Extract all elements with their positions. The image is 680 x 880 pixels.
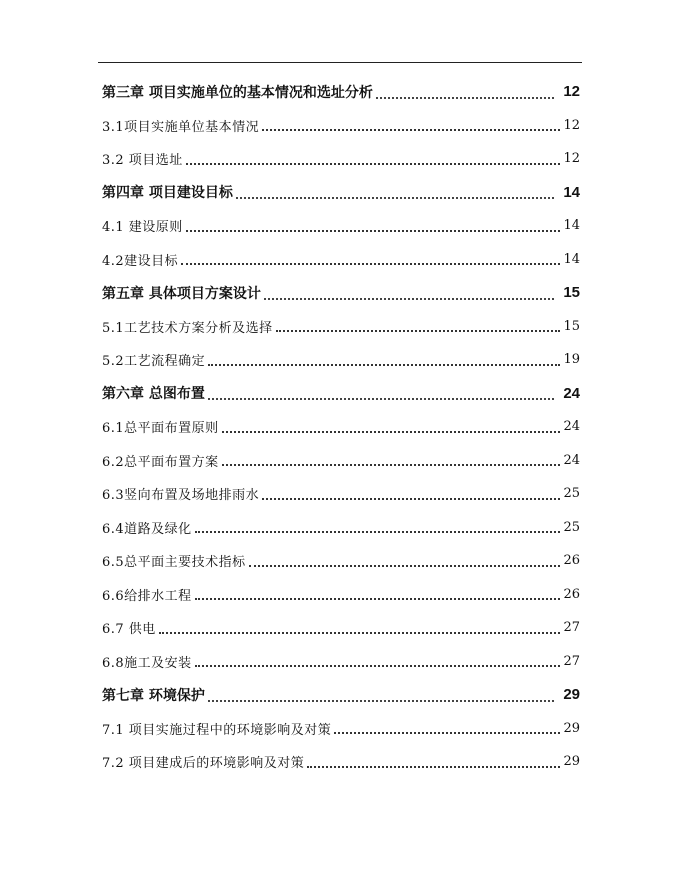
toc-entry-page: 27 — [563, 653, 580, 669]
toc-entry-label: 第七章 环境保护 — [102, 687, 205, 704]
toc-leader-dots — [159, 611, 561, 645]
toc-entry-label: 6.2总平面布置方案 — [102, 454, 219, 470]
toc-entry-page: 29 — [563, 686, 580, 704]
toc-entry-label: 6.6给排水工程 — [102, 588, 192, 604]
toc-entry-7-2[interactable] — [102, 745, 580, 779]
toc-entry-label: 第六章 总图布置 — [102, 386, 205, 403]
toc-leader-dots — [181, 243, 560, 277]
toc-entry-page: 24 — [563, 384, 580, 402]
toc-entry-label: 第三章 项目实施单位的基本情况和选址分析 — [102, 84, 373, 101]
toc-leader-dots — [186, 209, 561, 243]
toc-leader-dots — [186, 142, 561, 176]
toc-entry-page: 26 — [563, 553, 580, 569]
toc-entry-page: 29 — [563, 720, 580, 736]
toc-entry-chapter-6[interactable] — [102, 377, 580, 411]
toc-entry-label: 7.2 项目建成后的环境影响及对策 — [102, 756, 305, 772]
toc-entry-page: 25 — [563, 519, 580, 535]
toc-leader-dots — [208, 377, 554, 411]
toc-entry-6-3[interactable] — [102, 477, 580, 511]
toc-entry-label: 4.1 建设原则 — [102, 220, 183, 236]
toc-leader-dots — [208, 678, 554, 712]
toc-entry-label: 6.3竖向布置及场地排雨水 — [102, 488, 260, 504]
toc-leader-dots — [264, 276, 554, 310]
toc-entry-7-1[interactable] — [102, 712, 580, 746]
toc-entry-6-8[interactable] — [102, 645, 580, 679]
toc-entry-6-7[interactable] — [102, 611, 580, 645]
toc-leader-dots — [276, 310, 561, 344]
toc-entry-page: 14 — [563, 183, 580, 201]
toc-entry-label: 3.1项目实施单位基本情况 — [102, 119, 260, 135]
toc-entry-label: 3.2 项目选址 — [102, 153, 183, 169]
toc-entry-page: 14 — [563, 218, 580, 234]
toc-entry-6-1[interactable] — [102, 410, 580, 444]
toc-leader-dots — [262, 109, 560, 143]
toc-entry-label: 6.5总平面主要技术指标 — [102, 555, 246, 571]
toc-leader-dots — [222, 410, 561, 444]
toc-entry-page: 26 — [563, 586, 580, 602]
toc-entry-page: 29 — [563, 754, 580, 770]
toc-entry-5-2[interactable] — [102, 343, 580, 377]
toc-leader-dots — [222, 444, 561, 478]
toc-entry-5-1[interactable] — [102, 310, 580, 344]
toc-leader-dots — [307, 745, 560, 779]
table-of-contents — [102, 75, 580, 779]
toc-entry-chapter-5[interactable] — [102, 276, 580, 310]
toc-entry-page: 24 — [563, 419, 580, 435]
toc-entry-label: 5.1工艺技术方案分析及选择 — [102, 320, 273, 336]
toc-leader-dots — [249, 544, 561, 578]
toc-entry-3-2[interactable] — [102, 142, 580, 176]
toc-entry-label: 6.8施工及安装 — [102, 655, 192, 671]
toc-entry-page: 24 — [563, 452, 580, 468]
toc-entry-page: 12 — [563, 151, 580, 167]
toc-leader-dots — [334, 712, 560, 746]
toc-entry-label: 5.2工艺流程确定 — [102, 354, 206, 370]
toc-entry-label: 6.1总平面布置原则 — [102, 421, 219, 437]
toc-leader-dots — [195, 578, 561, 612]
toc-entry-4-2[interactable] — [102, 243, 580, 277]
toc-entry-chapter-4[interactable] — [102, 176, 580, 210]
toc-leader-dots — [195, 511, 561, 545]
toc-entry-label: 4.2建设目标 — [102, 253, 179, 269]
toc-leader-dots — [208, 343, 560, 377]
toc-entry-label: 6.4道路及绿化 — [102, 521, 192, 537]
toc-entry-6-6[interactable] — [102, 578, 580, 612]
toc-entry-6-4[interactable] — [102, 511, 580, 545]
toc-leader-dots — [195, 645, 561, 679]
toc-leader-dots — [236, 176, 554, 210]
header-rule — [98, 62, 582, 63]
toc-entry-6-5[interactable] — [102, 544, 580, 578]
toc-leader-dots — [262, 477, 560, 511]
toc-entry-label: 第四章 项目建设目标 — [102, 185, 233, 202]
toc-entry-page: 27 — [563, 620, 580, 636]
toc-entry-page: 19 — [563, 352, 580, 368]
toc-entry-label: 第五章 具体项目方案设计 — [102, 285, 261, 302]
toc-entry-page: 15 — [563, 284, 580, 302]
toc-entry-page: 12 — [563, 117, 580, 133]
toc-entry-label: 6.7 供电 — [102, 622, 156, 638]
toc-entry-page: 15 — [563, 318, 580, 334]
toc-entry-chapter-7[interactable] — [102, 678, 580, 712]
toc-entry-chapter-3[interactable] — [102, 75, 580, 109]
toc-entry-page: 14 — [563, 251, 580, 267]
toc-entry-6-2[interactable] — [102, 444, 580, 478]
toc-entry-4-1[interactable] — [102, 209, 580, 243]
toc-entry-page: 25 — [563, 486, 580, 502]
toc-entry-label: 7.1 项目实施过程中的环境影响及对策 — [102, 722, 332, 738]
toc-entry-page: 12 — [563, 83, 580, 101]
toc-entry-3-1[interactable] — [102, 109, 580, 143]
toc-leader-dots — [376, 75, 554, 109]
